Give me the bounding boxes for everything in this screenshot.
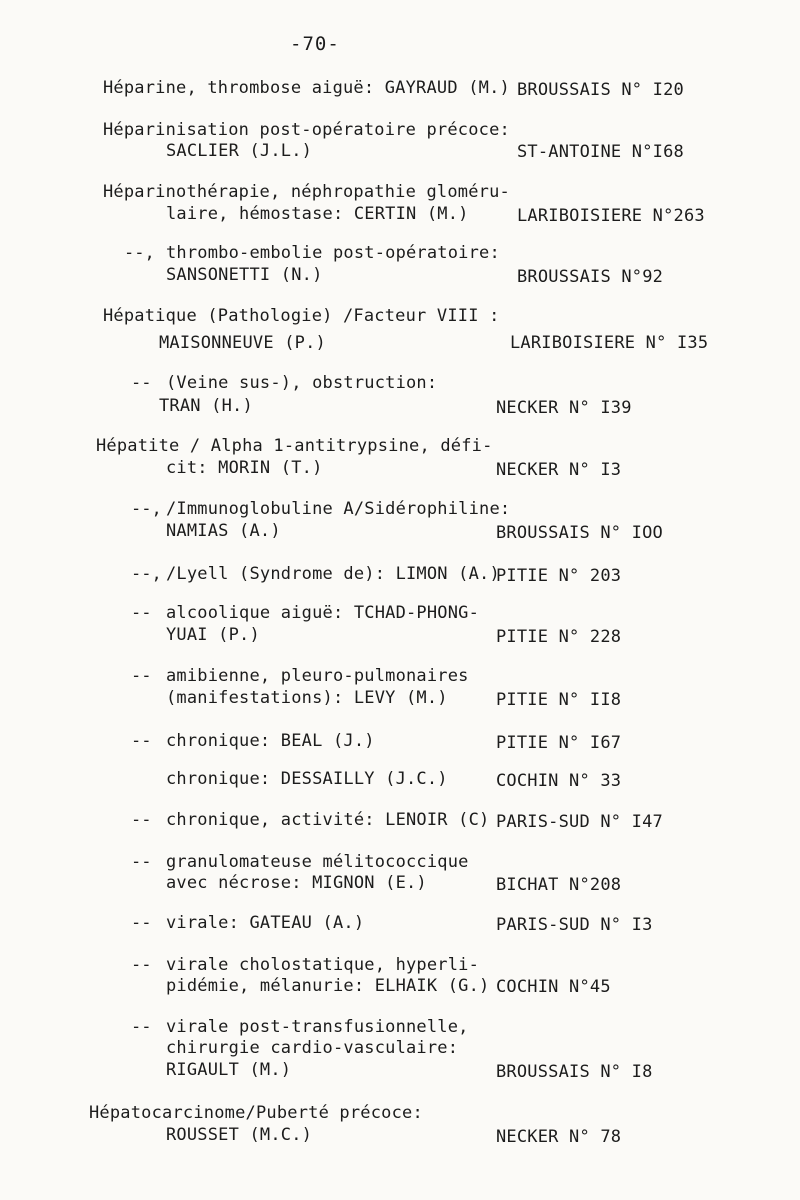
continuation-dash: --	[131, 913, 152, 933]
entry-line: chronique: BEAL (J.)	[166, 731, 375, 751]
entry-reference: PITIE N° I67	[496, 733, 622, 753]
entry-reference: PITIE N° 228	[496, 627, 622, 647]
entry-line: virale: GATEAU (A.)	[166, 913, 365, 933]
entry-line: RIGAULT (M.)	[166, 1060, 292, 1080]
entry-line: chronique, activité: LENOIR (C)	[166, 810, 490, 830]
entry-reference: COCHIN N°45	[496, 977, 611, 997]
entry-reference: BROUSSAIS N°92	[517, 267, 664, 287]
entry-line: cit: MORIN (T.)	[166, 458, 323, 478]
entry-line: alcoolique aiguë: TCHAD-PHONG-	[166, 603, 480, 623]
continuation-dash: --	[131, 373, 152, 393]
entry-reference: PITIE N° II8	[496, 690, 622, 710]
entry-line: (manifestations): LEVY (M.)	[166, 688, 448, 708]
continuation-dash: --	[131, 1017, 152, 1037]
entry-line: Héparine, thrombose aiguë: GAYRAUD (M.)	[103, 78, 510, 98]
entry-line: NAMIAS (A.)	[166, 521, 281, 541]
entry-line: Hépatocarcinome/Puberté précoce:	[89, 1103, 423, 1123]
entry-line: chirurgie cardio-vasculaire:	[166, 1038, 459, 1058]
entry-line: laire, hémostase: CERTIN (M.)	[166, 204, 469, 224]
entry-line: TRAN (H.)	[159, 396, 253, 416]
entry-reference: NECKER N° I39	[496, 398, 632, 418]
entry-line: virale post-transfusionnelle,	[166, 1017, 469, 1037]
entry-reference: NECKER N° I3	[496, 460, 622, 480]
entry-line: Hépatique (Pathologie) /Facteur VIII :	[103, 306, 500, 326]
page-number: -70-	[290, 33, 340, 55]
entry-reference: ST-ANTOINE N°I68	[517, 142, 684, 162]
entry-line: virale cholostatique, hyperli-	[166, 955, 480, 975]
entry-line: SACLIER (J.L.)	[166, 141, 313, 161]
entry-line: avec nécrose: MIGNON (E.)	[166, 873, 427, 893]
entry-line: granulomateuse mélitococcique	[166, 852, 469, 872]
entry-line: chronique: DESSAILLY (J.C.)	[166, 769, 448, 789]
continuation-dash: --,	[124, 243, 155, 263]
entry-line: amibienne, pleuro-pulmonaires	[166, 666, 469, 686]
entry-line: pidémie, mélanurie: ELHAIK (G.)	[166, 976, 490, 996]
entry-reference: BROUSSAIS N° IOO	[496, 523, 663, 543]
entry-reference: BROUSSAIS N° I8	[496, 1062, 653, 1082]
entry-reference: COCHIN N° 33	[496, 771, 622, 791]
entry-line: Héparinothérapie, néphropathie gloméru-	[103, 182, 510, 202]
entry-line: (Veine sus-), obstruction:	[166, 373, 438, 393]
entry-line: Héparinisation post-opératoire précoce:	[103, 120, 510, 140]
entry-reference: LARIBOISIERE N° I35	[510, 333, 709, 353]
continuation-dash: --	[131, 603, 152, 623]
continuation-dash: --,	[131, 499, 162, 519]
entry-line: thrombo-embolie post-opératoire:	[166, 243, 500, 263]
entry-reference: BROUSSAIS N° I20	[517, 80, 684, 100]
entry-line: YUAI (P.)	[166, 625, 260, 645]
continuation-dash: --	[131, 852, 152, 872]
continuation-dash: --	[131, 666, 152, 686]
continuation-dash: --,	[131, 564, 162, 584]
entry-line: MAISONNEUVE (P.)	[159, 333, 326, 353]
continuation-dash: --	[131, 731, 152, 751]
entry-reference: BICHAT N°208	[496, 875, 622, 895]
entry-line: ROUSSET (M.C.)	[166, 1125, 313, 1145]
entry-reference: NECKER N° 78	[496, 1127, 622, 1147]
entry-reference: PITIE N° 203	[496, 566, 622, 586]
entry-reference: PARIS-SUD N° I47	[496, 812, 663, 832]
entry-reference: PARIS-SUD N° I3	[496, 915, 653, 935]
continuation-dash: --	[131, 955, 152, 975]
entry-line: /Immunoglobuline A/Sidérophiline:	[166, 499, 511, 519]
entry-line: SANSONETTI (N.)	[166, 265, 323, 285]
entry-line: Hépatite / Alpha 1-antitrypsine, défi-	[96, 436, 493, 456]
entry-line: /Lyell (Syndrome de): LIMON (A.)	[166, 564, 500, 584]
entry-reference: LARIBOISIERE N°263	[517, 206, 705, 226]
continuation-dash: --	[131, 810, 152, 830]
